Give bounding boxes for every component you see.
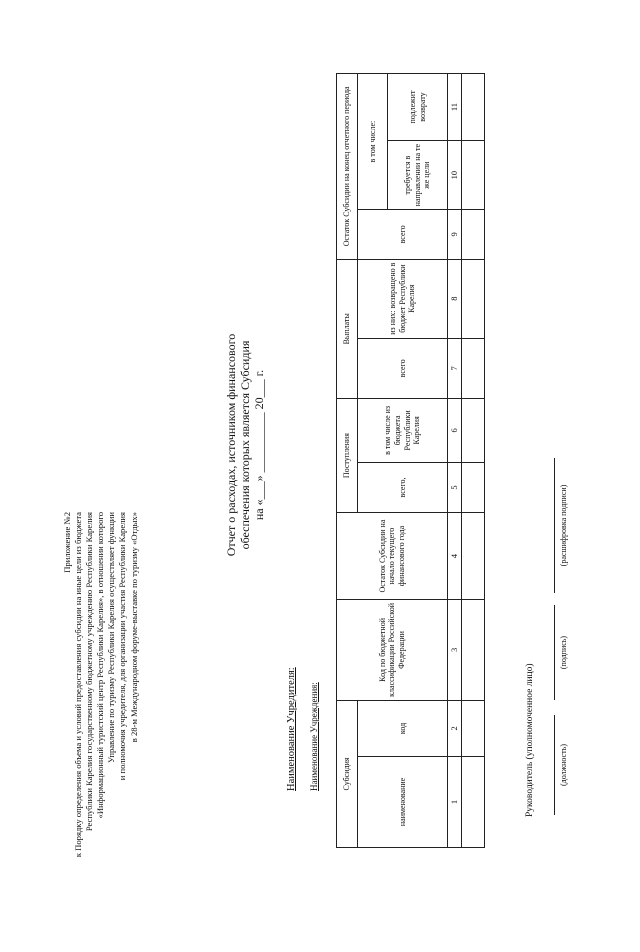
appendix-line: к Порядку определения объема и условий предоставления субсидии на иные цели из бюджета: [73, 512, 84, 858]
appendix-line: и полномочия учредителя, для организации участия Республики Карелия: [117, 512, 128, 781]
title-line: Отчет о расходах, источником финансового: [224, 333, 238, 557]
title-line: обеспечения которых является Субсидия: [238, 340, 253, 550]
column-number: 2: [448, 700, 462, 756]
data-cell: [462, 756, 485, 847]
header-incl: в том числе:: [358, 74, 388, 210]
position-caption: (должность): [559, 744, 568, 786]
column-number: 3: [448, 599, 462, 700]
decoding-line: [554, 458, 555, 593]
institution-label: Наименование Учреждения:: [309, 682, 319, 791]
appendix-block: [62, 512, 140, 952]
column-number: 1: [448, 756, 462, 847]
column-number: 5: [448, 462, 462, 512]
appendix-line: Приложение №2: [62, 512, 72, 573]
appendix-line: «Информационный туристский центр Республики Карелия», в отношении которого: [95, 512, 106, 819]
header-required-same-purpose: требуется в направлении на те же цели: [388, 141, 448, 210]
data-cell: [462, 462, 485, 512]
header-to-return: подлежит возврату: [388, 74, 448, 141]
header-name: наименование: [358, 756, 448, 847]
signature-caption: (подпись): [559, 635, 568, 670]
column-number: 11: [448, 74, 462, 141]
header-receipts-from-budget: в том числе из бюджета Республики Карелия: [358, 399, 448, 463]
header-receipts-total: всего,: [358, 462, 448, 512]
decoding-caption: (расшифровка подписи): [559, 484, 568, 567]
header-end-total: всего: [358, 210, 448, 259]
header-receipts: Поступления: [337, 399, 358, 513]
signature-line: [554, 605, 555, 700]
header-payments-returned: из них: возвращено в бюджет Республики Карелия: [358, 259, 448, 338]
founder-label: Наименование Учредителя:: [286, 667, 297, 791]
appendix-line: в 28-м Международном форуме-выставке по туризму «Отдых»: [128, 512, 139, 743]
header-payments: Выплаты: [337, 259, 358, 398]
data-cell: [462, 259, 485, 338]
header-balance-end: Остаток Субсидии на конец отчетного периода: [337, 74, 358, 260]
data-cell: [462, 700, 485, 756]
column-number: 9: [448, 210, 462, 259]
position-line: [554, 715, 555, 815]
data-cell: [462, 599, 485, 700]
data-cell: [462, 513, 485, 600]
header-code: код: [358, 700, 448, 756]
header-payments-total: всего: [358, 338, 448, 398]
data-cell: [462, 338, 485, 398]
data-cell: [462, 210, 485, 259]
column-number: 7: [448, 338, 462, 398]
header-balance-start: Остаток Субсидии на начало текущего финансового года: [337, 513, 448, 600]
data-cell: [462, 74, 485, 141]
column-number: 8: [448, 259, 462, 338]
data-cell: [462, 399, 485, 463]
column-number: 6: [448, 399, 462, 463]
head-label: Руководитель (уполномоченное лицо): [525, 663, 535, 817]
appendix-line: Управление по туризму Республики Карелия осуществляет функции: [106, 512, 117, 763]
header-code-bk: Код по бюджетной классификации Российской Федерации: [337, 599, 448, 700]
report-date-line: на «___» __________ 20___ г.: [252, 369, 267, 521]
report-title: [224, 285, 267, 605]
report-table: [336, 73, 485, 848]
column-number: 10: [448, 141, 462, 210]
header-subsidy: Субсидия: [337, 700, 358, 847]
appendix-line: Республики Карелия государственному бюджетному учреждению Республики Карелия: [84, 512, 95, 832]
column-number: 4: [448, 513, 462, 600]
data-cell: [462, 141, 485, 210]
